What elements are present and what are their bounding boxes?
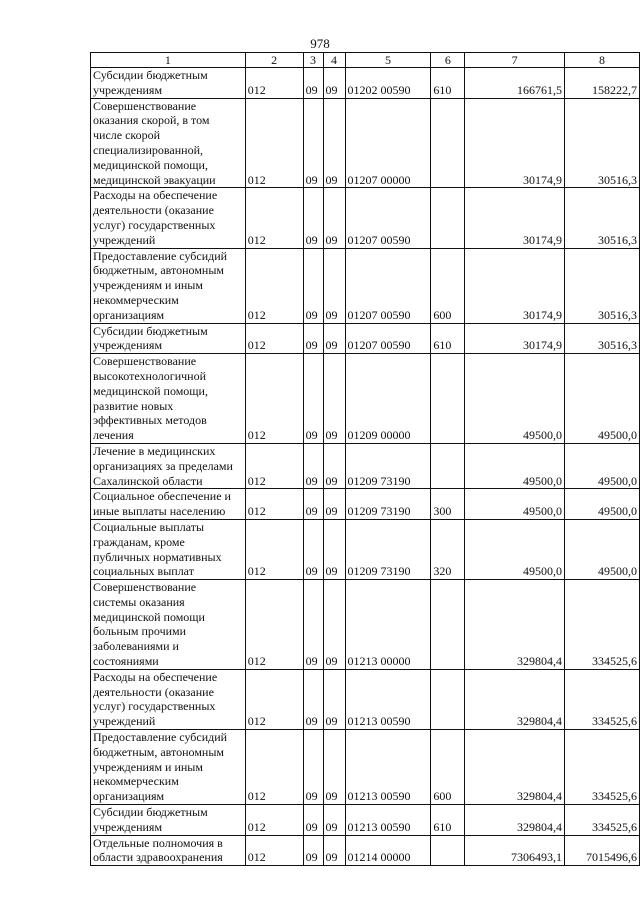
amount-col8-cell: 7015496,6 <box>565 835 640 866</box>
page-number: 978 <box>310 36 330 51</box>
amount-col8-cell: 30516,3 <box>565 188 640 248</box>
subsection-cell: 09 <box>323 805 345 836</box>
amount-col7-cell: 329804,4 <box>465 805 565 836</box>
table-row <box>91 248 640 323</box>
subsection-cell: 09 <box>323 835 345 866</box>
amount-col8-cell: 334525,6 <box>565 669 640 729</box>
target-article-cell: 01214 00000 <box>345 835 431 866</box>
column-header: 2 <box>245 53 303 68</box>
target-article-cell: 01209 73190 <box>345 489 431 520</box>
amount-col8-cell: 30516,3 <box>565 323 640 354</box>
admin-code-cell: 012 <box>245 323 303 354</box>
amount-col7-cell: 329804,4 <box>465 669 565 729</box>
row-name-cell: Социальные выплаты гражданам, кроме публичных нормативных социальных выплат <box>91 519 246 579</box>
amount-col8-cell: 30516,3 <box>565 248 640 323</box>
expense-type-cell <box>431 443 465 488</box>
target-article-cell: 01213 00000 <box>345 580 431 670</box>
expense-type-cell <box>431 580 465 670</box>
budget-table <box>90 52 640 866</box>
target-article-cell: 01207 00590 <box>345 248 431 323</box>
target-article-cell: 01209 00000 <box>345 354 431 444</box>
expense-type-cell <box>431 354 465 444</box>
section-cell: 09 <box>303 730 323 805</box>
admin-code-cell: 012 <box>245 248 303 323</box>
amount-col7-cell: 30174,9 <box>465 248 565 323</box>
row-name-cell: Субсидии бюджетным учреждениям <box>91 323 246 354</box>
row-name-cell: Предоставление субсидий бюджетным, автономным учреждениям и иным некоммерческим организациям <box>91 248 246 323</box>
table-row <box>91 68 640 99</box>
amount-col7-cell: 30174,9 <box>465 188 565 248</box>
column-header: 3 <box>303 53 323 68</box>
amount-col7-cell: 49500,0 <box>465 519 565 579</box>
table-header-row <box>91 53 640 68</box>
subsection-cell: 09 <box>323 519 345 579</box>
row-name-cell: Расходы на обеспечение деятельности (оказание услуг) государственных учреждений <box>91 669 246 729</box>
column-header: 6 <box>431 53 465 68</box>
row-name-cell: Отдельные полномочия в области здравоохранения <box>91 835 246 866</box>
row-name-cell: Субсидии бюджетным учреждениям <box>91 68 246 99</box>
section-cell: 09 <box>303 443 323 488</box>
column-header: 4 <box>323 53 345 68</box>
column-header: 8 <box>565 53 640 68</box>
section-cell: 09 <box>303 580 323 670</box>
target-article-cell: 01202 00590 <box>345 68 431 99</box>
section-cell: 09 <box>303 98 323 188</box>
section-cell: 09 <box>303 248 323 323</box>
admin-code-cell: 012 <box>245 98 303 188</box>
target-article-cell: 01207 00000 <box>345 98 431 188</box>
table-row <box>91 730 640 805</box>
amount-col8-cell: 334525,6 <box>565 730 640 805</box>
row-name-cell: Социальное обеспечение и иные выплаты населению <box>91 489 246 520</box>
table-row <box>91 519 640 579</box>
amount-col8-cell: 49500,0 <box>565 443 640 488</box>
amount-col8-cell: 30516,3 <box>565 98 640 188</box>
expense-type-cell <box>431 188 465 248</box>
subsection-cell: 09 <box>323 443 345 488</box>
subsection-cell: 09 <box>323 730 345 805</box>
admin-code-cell: 012 <box>245 188 303 248</box>
amount-col7-cell: 30174,9 <box>465 98 565 188</box>
target-article-cell: 01207 00590 <box>345 188 431 248</box>
table-row <box>91 835 640 866</box>
subsection-cell: 09 <box>323 188 345 248</box>
target-article-cell: 01213 00590 <box>345 805 431 836</box>
amount-col7-cell: 329804,4 <box>465 580 565 670</box>
section-cell: 09 <box>303 354 323 444</box>
column-header: 5 <box>345 53 431 68</box>
target-article-cell: 01209 73190 <box>345 519 431 579</box>
admin-code-cell: 012 <box>245 730 303 805</box>
section-cell: 09 <box>303 489 323 520</box>
admin-code-cell: 012 <box>245 835 303 866</box>
expense-type-cell: 610 <box>431 323 465 354</box>
admin-code-cell: 012 <box>245 68 303 99</box>
target-article-cell: 01213 00590 <box>345 730 431 805</box>
amount-col8-cell: 334525,6 <box>565 580 640 670</box>
expense-type-cell <box>431 669 465 729</box>
row-name-cell: Совершенствование оказания скорой, в том числе скорой специализированной, медицинской помощи, медицинской эвакуации <box>91 98 246 188</box>
table-row <box>91 805 640 836</box>
section-cell: 09 <box>303 805 323 836</box>
expense-type-cell: 300 <box>431 489 465 520</box>
amount-col7-cell: 166761,5 <box>465 68 565 99</box>
section-cell: 09 <box>303 669 323 729</box>
amount-col7-cell: 7306493,1 <box>465 835 565 866</box>
admin-code-cell: 012 <box>245 669 303 729</box>
admin-code-cell: 012 <box>245 489 303 520</box>
row-name-cell: Лечение в медицинских организациях за пределами Сахалинской области <box>91 443 246 488</box>
table-row <box>91 354 640 444</box>
table-row <box>91 98 640 188</box>
section-cell: 09 <box>303 835 323 866</box>
table-row <box>91 323 640 354</box>
subsection-cell: 09 <box>323 248 345 323</box>
row-name-cell: Расходы на обеспечение деятельности (оказание услуг) государственных учреждений <box>91 188 246 248</box>
table-row <box>91 580 640 670</box>
expense-type-cell: 610 <box>431 68 465 99</box>
amount-col8-cell: 334525,6 <box>565 805 640 836</box>
column-header: 1 <box>91 53 246 68</box>
amount-col8-cell: 49500,0 <box>565 489 640 520</box>
subsection-cell: 09 <box>323 580 345 670</box>
section-cell: 09 <box>303 323 323 354</box>
amount-col7-cell: 30174,9 <box>465 323 565 354</box>
admin-code-cell: 012 <box>245 443 303 488</box>
amount-col7-cell: 329804,4 <box>465 730 565 805</box>
table-row <box>91 489 640 520</box>
admin-code-cell: 012 <box>245 354 303 444</box>
amount-col8-cell: 49500,0 <box>565 519 640 579</box>
subsection-cell: 09 <box>323 323 345 354</box>
expense-type-cell: 600 <box>431 730 465 805</box>
subsection-cell: 09 <box>323 98 345 188</box>
expense-type-cell <box>431 98 465 188</box>
row-name-cell: Субсидии бюджетным учреждениям <box>91 805 246 836</box>
table-row <box>91 669 640 729</box>
row-name-cell: Предоставление субсидий бюджетным, автономным учреждениям и иным некоммерческим организациям <box>91 730 246 805</box>
amount-col7-cell: 49500,0 <box>465 489 565 520</box>
expense-type-cell: 610 <box>431 805 465 836</box>
row-name-cell: Совершенствование системы оказания медицинской помощи больным прочими заболеваниями и состояниями <box>91 580 246 670</box>
column-header: 7 <box>465 53 565 68</box>
admin-code-cell: 012 <box>245 580 303 670</box>
expense-type-cell: 600 <box>431 248 465 323</box>
amount-col7-cell: 49500,0 <box>465 443 565 488</box>
subsection-cell: 09 <box>323 68 345 99</box>
section-cell: 09 <box>303 188 323 248</box>
expense-type-cell <box>431 835 465 866</box>
subsection-cell: 09 <box>323 354 345 444</box>
amount-col8-cell: 49500,0 <box>565 354 640 444</box>
admin-code-cell: 012 <box>245 519 303 579</box>
admin-code-cell: 012 <box>245 805 303 836</box>
amount-col8-cell: 158222,7 <box>565 68 640 99</box>
table-row <box>91 188 640 248</box>
subsection-cell: 09 <box>323 489 345 520</box>
target-article-cell: 01209 73190 <box>345 443 431 488</box>
table-row <box>91 443 640 488</box>
row-name-cell: Совершенствование высокотехнологичной медицинской помощи, развитие новых эффективных методов лечения <box>91 354 246 444</box>
expense-type-cell: 320 <box>431 519 465 579</box>
section-cell: 09 <box>303 68 323 99</box>
subsection-cell: 09 <box>323 669 345 729</box>
amount-col7-cell: 49500,0 <box>465 354 565 444</box>
section-cell: 09 <box>303 519 323 579</box>
target-article-cell: 01213 00590 <box>345 669 431 729</box>
target-article-cell: 01207 00590 <box>345 323 431 354</box>
